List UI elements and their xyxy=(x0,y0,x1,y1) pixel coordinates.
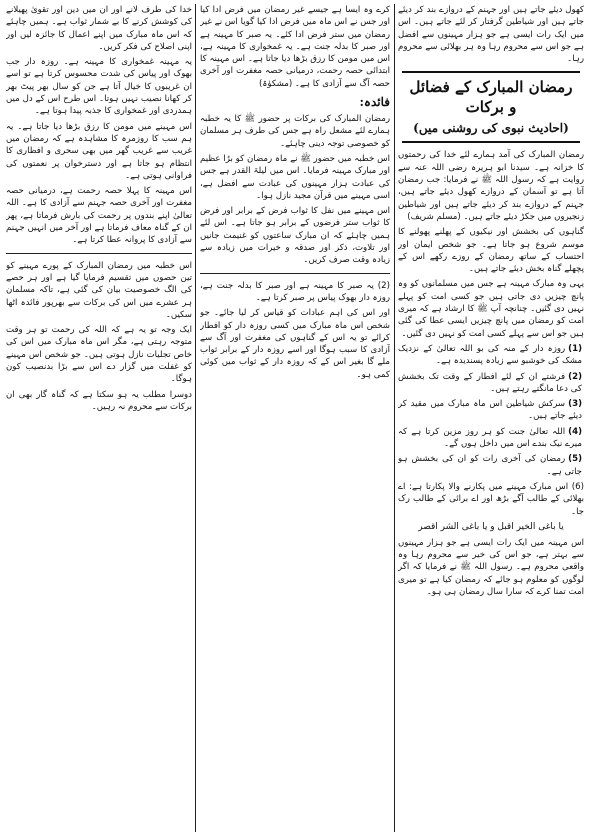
column-rule xyxy=(394,4,395,832)
column-right xyxy=(398,4,584,832)
paragraph: (2) یہ صبر کا مہینہ ہے اور صبر کا بدلہ جنت ہے، روزہ دار بھوک پیاس پر صبر کرتا ہے۔ xyxy=(200,280,390,303)
column-left xyxy=(6,4,192,832)
item-text: سرکش شیاطین اس ماہ مبارک میں مقید کر دیئے جاتے ہیں۔ xyxy=(398,399,582,422)
column-right-intro: کھول دیئے جاتے ہیں اور جہنم کے دروازے بند کر دیئے جاتے ہیں اور شیاطین گرفتار کر لئے جاتے ہیں۔ اس میں ایک رات ایسی ہے جو ہزار مہینوں سے افضل ہے جو اس سے محروم رہا وہ ہر بھلائی سے محروم رہا۔ xyxy=(398,5,584,65)
section-divider xyxy=(200,273,390,274)
column-left-footer: دوسرا مطلب یہ ہو سکتا ہے کہ گناہ گار بھی ان برکات سے محروم نہ رہیں۔ xyxy=(6,389,192,412)
column-rule xyxy=(195,4,196,832)
paragraph: اور اس کی اہم عبادات کو قیاس کر لیا جائے۔ جو شخص اس ماہ مبارک میں کسی روزہ دار کو افطار کرائے تو یہ اس کے گناہوں کی مغفرت اور آگ سے آزادی کا سبب ہوگا اور اسے روزہ دار کے برابر ثواب ملے گا بغیر اس کے کہ روزہ دار کے ثواب میں کوئی کمی ہو۔ xyxy=(200,308,390,380)
paragraph: اس خطبہ میں حضور ﷺ نے ماہ رمضان کو بڑا عظیم اور مبارک مہینہ فرمایا۔ اس میں لیلۃ القدر ہے جس کی عبادت ہزار مہینوں کی عبادت سے افضل ہے، اسی مہینے میں قرآن مجید نازل ہوا۔ xyxy=(200,153,390,201)
paragraph: اس مہینے میں نفل کا ثواب فرض کے برابر اور فرض کا ثواب ستر فرضوں کے برابر ہو جاتا ہے۔ اس لئے ہمیں چاہئے کہ ان مبارک ساعتوں کو غنیمت جانیں اور تلاوت، ذکر اور صدقہ و خیرات میں زیادہ سے زیادہ وقت صرف کریں۔ xyxy=(200,206,390,266)
article-subtitle: (احادیث نبوی کی روشنی میں) xyxy=(413,121,569,136)
numbered-item xyxy=(398,371,584,396)
paragraph: رمضان المبارک کی آمد ہمارے لئے خدا کی رحمتوں کا خزانہ ہے۔ سیدنا ابو ہریرہ رضی اللہ عنہ سے روایت ہے کہ رسول اللہ ﷺ نے فرمایا: جب رمضان آتا ہے تو آسمان کے دروازے کھول دیئے جاتے ہیں، جہنم کے دروازے بند کر دیئے جاتے ہیں اور شیاطین زنجیروں میں جکڑ دیئے جاتے ہیں۔ (مسلم شریف) xyxy=(398,150,584,222)
paragraph: یہ مہینہ غمخواری کا مہینہ ہے۔ روزہ دار جب بھوک اور پیاس کی شدت محسوس کرتا ہے تو اسے ان غریبوں کا خیال آتا ہے جن کو سال بھر پیٹ بھر کر کھانا نصیب نہیں ہوتا۔ اس طرح اس کے دل میں ہمدردی اور غمخواری کا جذبہ پیدا ہوتا ہے۔ xyxy=(6,57,192,117)
column-left-intro: خدا کی طرف لانے اور ان میں دین اور تقویٰ پھیلانے کی کوشش کرنے کا بے شمار ثواب ہے۔ ہمیں چاہئے کہ اس ماہ مبارک میں اپنے اعمال کا جائزہ لیں اور اپنی اصلاح کی فکر کریں۔ xyxy=(6,5,192,52)
item-number: (3) xyxy=(568,399,582,410)
paragraph: رمضان المبارک کی برکات پر حضور ﷺ کا یہ خطبہ ہمارے لئے مشعل راہ ہے جس کی طرف ہر مسلمان کو خصوصی توجہ دینی چاہئے۔ xyxy=(200,114,390,149)
arabic-quote: یا باغی الخیر اقبل و یا باغی الشر اقصر xyxy=(418,521,564,532)
paragraph: اس خطبہ میں رمضان المبارک کے پورے مہینے کو تین حصوں میں تقسیم فرمایا گیا ہے اور ہر حصے کی الگ خصوصیت بیان کی گئی ہے، تاکہ مسلمان ہر عشرے میں اس کی برکات سے بھرپور فائدہ اٹھا سکیں۔ xyxy=(6,260,192,320)
numbered-item xyxy=(398,343,584,368)
paragraph: ایک وجہ تو یہ ہے کہ اللہ کی رحمت تو ہر وقت متوجہ رہتی ہے، مگر اس ماہ مبارک میں اس کی خاص تجلیات نازل ہوتی ہیں۔ جو شخص اس مہینے کو غفلت میں گزار دے اس سے بڑا بدنصیب کون ہوگا۔ xyxy=(6,325,192,385)
paragraph: اس مہینہ کا پہلا حصہ رحمت ہے، درمیانی حصہ مغفرت اور آخری حصہ جہنم سے آزادی کا ہے۔ اللہ تعالیٰ اپنے بندوں پر رحمت کی بارش فرماتا ہے، پھر ان کے گناہ معاف فرماتا ہے اور آخر میں انہیں جہنم سے آزادی کا پروانہ عطا کرتا ہے۔ xyxy=(6,186,192,246)
paragraph: اس مہینے میں مومن کا رزق بڑھا دیا جاتا ہے۔ یہ ہم سب کا روزمرہ کا مشاہدہ ہے کہ رمضان میں غریب سے غریب گھر میں بھی سحری و افطاری کا انتظام ہو جاتا ہے اور دسترخوان پر نعمتوں کی فراوانی ہوتی ہے۔ xyxy=(6,121,192,181)
numbered-item xyxy=(398,426,584,451)
article-title-box xyxy=(402,71,580,143)
article-title: رمضان المبارک کے فضائل و برکات xyxy=(409,78,573,117)
numbered-item xyxy=(398,453,584,478)
paragraph: گناہوں کی بخشش اور نیکیوں کے پھلنے پھولنے کا موسم شروع ہو جاتا ہے۔ جو شخص ایمان اور احتساب کے ساتھ رمضان کے روزے رکھے اس کے پچھلے گناہ بخش دیئے جاتے ہیں۔ xyxy=(398,227,584,275)
item-number: (4) xyxy=(568,426,582,437)
item-text: فرشتے ان کے لئے افطار کے وقت تک بخشش کی دعا مانگتے رہتے ہیں۔ xyxy=(398,371,582,394)
item-number: (2) xyxy=(568,371,582,382)
numbered-item xyxy=(398,398,584,423)
paragraph: یہی وہ مبارک مہینہ ہے جس میں مسلمانوں کو وہ پانچ چیزیں دی جاتی ہیں جو کسی امت کو پہلے نہیں دی گئیں۔ چنانچہ آپ ﷺ کا ارشاد ہے کہ میری امت کو رمضان میں پانچ چیزیں ایسی عطا کی گئی ہیں جو اس سے پہلے کسی امت کو نہیں دی گئیں۔ xyxy=(398,279,584,339)
item-number: (1) xyxy=(568,343,582,354)
item-text: اللہ تعالیٰ جنت کو ہر روز مزین کرتا ہے کہ میرے نیک بندے اس میں داخل ہوں گے۔ xyxy=(398,426,582,450)
section-heading: فائدہ: xyxy=(359,95,390,110)
section-divider xyxy=(6,253,192,254)
item-text: روزہ دار کے منہ کی بو اللہ تعالیٰ کے نزدیک مشک کی خوشبو سے زیادہ پسندیدہ ہے۔ xyxy=(398,343,582,367)
paragraph: (6) اس مبارک مہینے میں پکارنے والا پکارتا ہے: اے بھلائی کے طالب آگے بڑھ اور اے برائی کے طالب رک جا۔ xyxy=(398,481,584,517)
item-text: رمضان کی آخری رات کو ان کی بخشش ہو جاتی ہے۔ xyxy=(398,454,582,477)
column-middle xyxy=(200,4,390,832)
column-middle-intro: کرے وہ ایسا ہے جیسے غیر رمضان میں فرض ادا کیا اور جس نے اس ماہ میں فرض ادا کیا گویا اس نے غیر رمضان میں ستر فرض ادا کئے۔ یہ صبر کا مہینہ ہے اور صبر کا بدلہ جنت ہے۔ یہ غمخواری کا مہینہ ہے، اس میں مومن کا رزق بڑھا دیا جاتا ہے۔ اس مہینہ کا ابتدائی حصہ رحمت، درمیانی حصہ مغفرت اور آخری حصہ آگ سے آزادی کا ہے۔ (مشکوٰۃ) xyxy=(200,5,390,89)
item-number: (5) xyxy=(568,454,582,465)
paragraph: اس مہینہ میں ایک رات ایسی ہے جو ہزار مہینوں سے بہتر ہے، جو اس کی خیر سے محروم رہا وہ واقعی محروم ہے۔ رسول اللہ ﷺ نے فرمایا کہ اگر لوگوں کو معلوم ہو جائے کہ رمضان کیا ہے تو میری امت تمنا کرے کہ سارا سال رمضان ہی ہو۔ xyxy=(398,537,584,597)
